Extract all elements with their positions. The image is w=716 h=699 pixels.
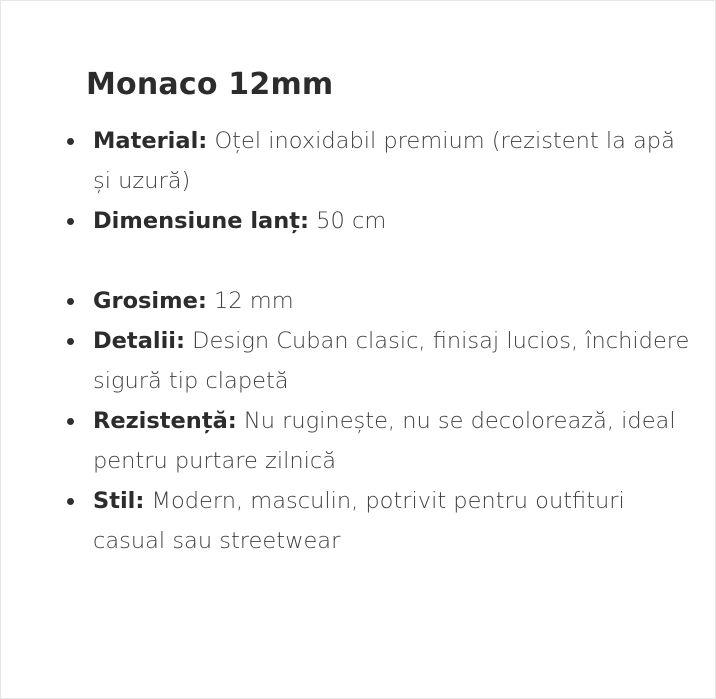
bullet-icon (67, 338, 74, 345)
bullet-icon (67, 218, 74, 225)
spec-label: Detalii: (93, 328, 186, 354)
spec-value: Design Cuban clasic, finisaj lucios, închidere sigură tip clapetă (93, 328, 690, 394)
bullet-icon (67, 418, 74, 425)
spec-label: Material: (93, 128, 208, 154)
spec-value: 12 mm (214, 288, 294, 314)
spec-label: Grosime: (93, 288, 207, 314)
bullet-icon (67, 498, 74, 505)
bullet-icon (67, 298, 74, 305)
spec-label: Stil: (93, 488, 145, 514)
spec-value: Nu ruginește, nu se decolorează, ideal pentru purtare zilnică (93, 408, 676, 474)
spec-label: Rezistență: (93, 408, 237, 434)
spec-label: Dimensiune lanț: (93, 208, 310, 234)
spec-item-rezistenta (93, 401, 693, 481)
spec-value: 50 cm (316, 208, 387, 234)
spec-item-stil (93, 481, 693, 561)
spec-item-dimensiune (93, 201, 693, 241)
bullet-icon (67, 138, 74, 145)
spec-list (93, 121, 693, 561)
product-title: Monaco 12mm (86, 67, 334, 102)
spec-item-material (93, 121, 693, 201)
spec-value: Oțel inoxidabil premium (rezistent la apă și uzură) (93, 128, 675, 194)
spec-item-detalii (93, 321, 693, 401)
spec-item-grosime (93, 281, 693, 321)
spec-value: Modern, masculin, potrivit pentru outfituri casual sau streetwear (93, 488, 625, 554)
